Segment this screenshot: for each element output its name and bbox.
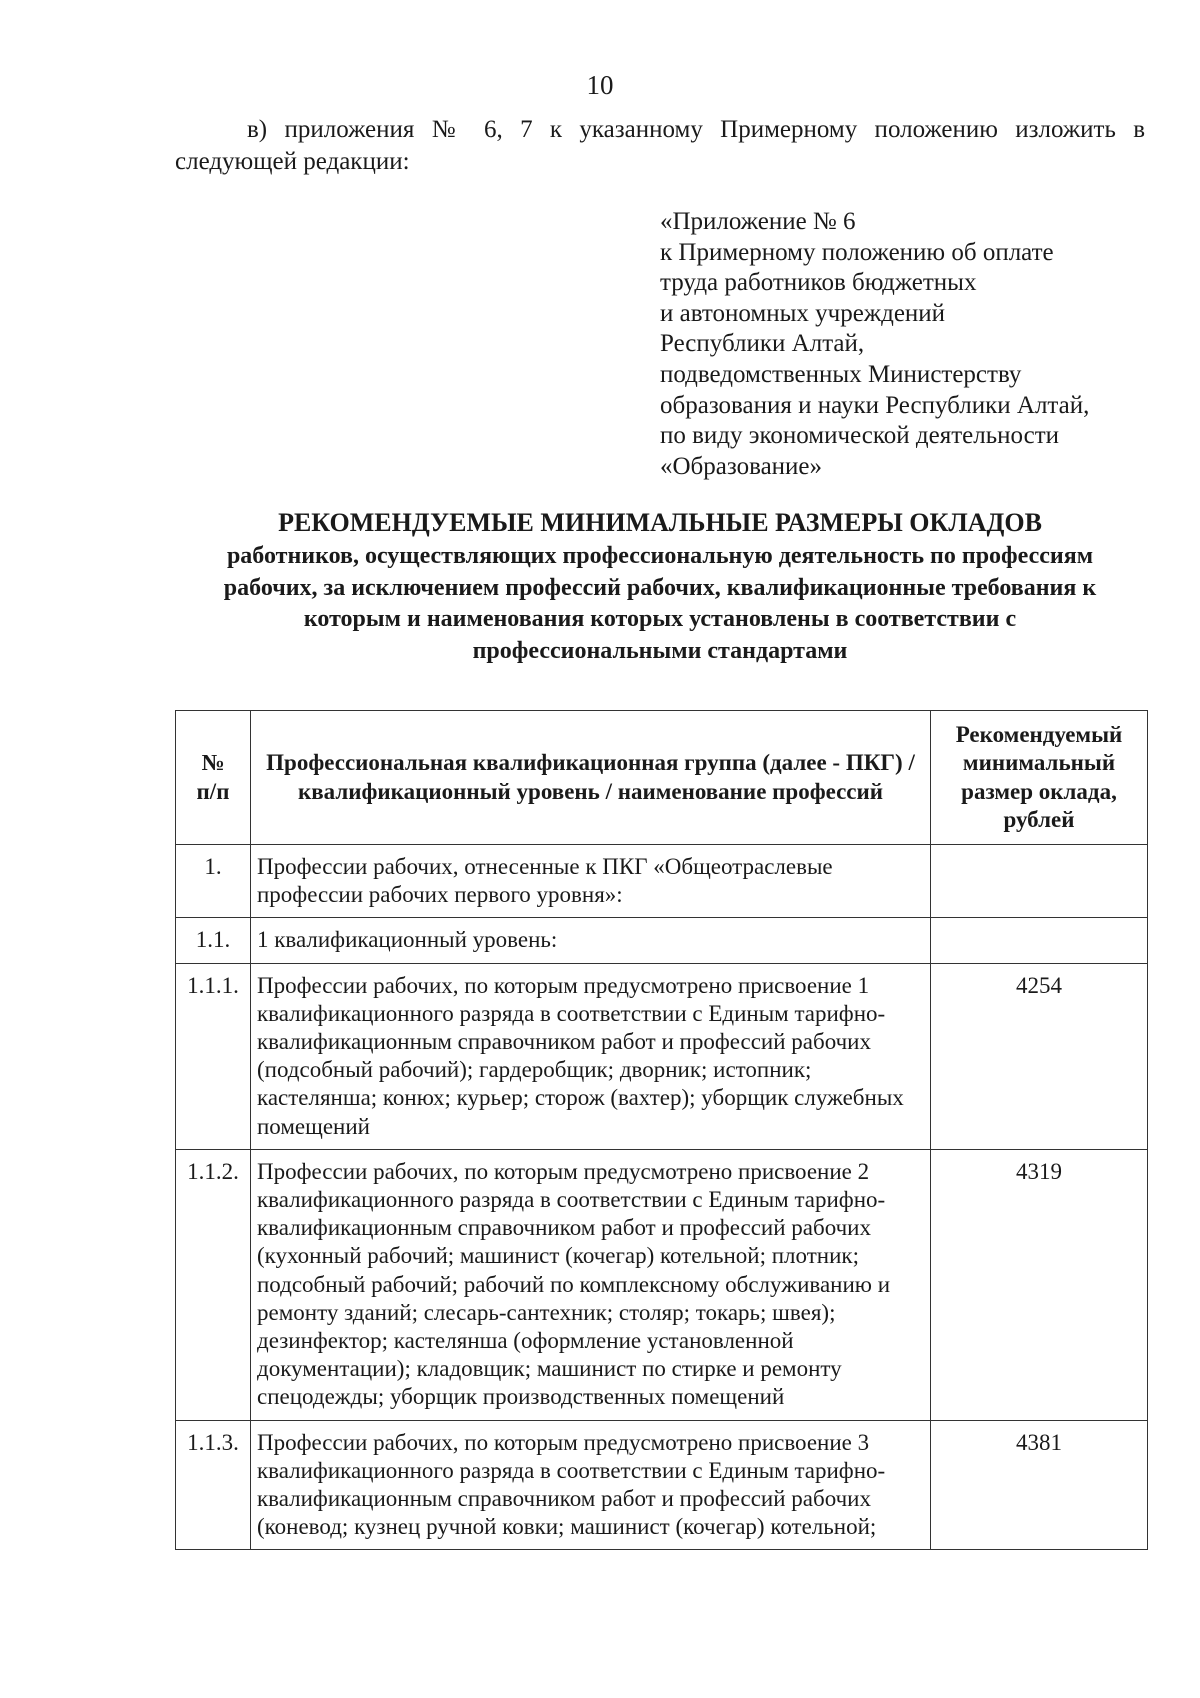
row-description: Профессии рабочих, по которым предусмотрено присвоение 3 квалификационного разряда в соответствии с Единым тарифно-квалификационным справочником работ и профессий рабочих (коневод; кузнец ручной ковки; машинист (кочегар) котельной; — [251, 1420, 931, 1550]
subtitle-line: профессиональными стандартами — [472, 637, 848, 664]
subtitle-line: которым и наименования которых установлены в соответствии с — [303, 606, 1017, 632]
appendix-line: по виду экономической деятельности — [660, 422, 1059, 450]
header-number-abbr: п/п — [196, 778, 230, 804]
appendix-line: Республики Алтай, — [660, 330, 865, 358]
page-number: 10 — [586, 70, 614, 100]
row-number: 1.1.1. — [176, 963, 251, 1149]
appendix-reference — [660, 207, 1160, 482]
appendix-line: и автономных учреждений — [660, 299, 946, 327]
row-rate — [931, 845, 1148, 918]
table-row — [176, 918, 1148, 963]
document-title: РЕКОМЕНДУЕМЫЕ МИНИМАЛЬНЫЕ РАЗМЕРЫ ОКЛАДОВ — [278, 508, 1042, 537]
header-rate: Рекомендуемый минимальный размер оклада, рублей — [931, 711, 1148, 845]
header-group: Профессиональная квалификационная группа (далее - ПКГ) /квалификационный уровень / наименование профессий — [251, 711, 931, 845]
intro-paragraph: в) приложения № 6, 7 к указанному Примерному положению изложить в следующей редакции: — [175, 116, 1145, 175]
header-number — [176, 711, 251, 845]
appendix-line: к Примерному положению об оплате — [660, 238, 1054, 266]
appendix-line: образования и науки Республики Алтай, — [660, 391, 1090, 419]
row-number: 1.1.3. — [176, 1420, 251, 1550]
appendix-line: труда работников бюджетных — [660, 269, 977, 297]
subtitle-line: работников, осуществляющих профессиональную деятельность по профессиям — [226, 543, 1094, 569]
table-row — [176, 845, 1148, 918]
row-rate: 4319 — [931, 1149, 1148, 1420]
appendix-line: «Образование» — [660, 452, 823, 480]
table-row — [176, 1420, 1148, 1550]
salary-table — [175, 710, 1148, 1550]
table-header-row — [176, 711, 1148, 845]
row-description: Профессии рабочих, по которым предусмотрено присвоение 1 квалификационного разряда в соответствии с Единым тарифно-квалификационным справочником работ и профессий рабочих (подсобный рабочий); гардеробщик; дворник; истопник; кастелянша; конюх; курьер; сторож (вахтер); уборщик служебных помещений — [251, 963, 931, 1149]
subtitle-line: рабочих, за исключением профессий рабочих, квалификационные требования к — [223, 574, 1097, 601]
row-number: 1. — [176, 845, 251, 918]
appendix-line: подведомственных Министерству — [660, 360, 1022, 388]
row-description: 1 квалификационный уровень: — [251, 918, 931, 963]
table-row — [176, 1149, 1148, 1420]
row-description: Профессии рабочих, отнесенные к ПКГ «Общеотраслевые профессии рабочих первого уровня»: — [251, 845, 931, 918]
header-number-symbol: № — [201, 750, 225, 776]
row-number: 1.1. — [176, 918, 251, 963]
row-rate: 4381 — [931, 1420, 1148, 1550]
document-subtitle — [160, 541, 1160, 667]
table-row — [176, 963, 1148, 1149]
row-description: Профессии рабочих, по которым предусмотрено присвоение 2 квалификационного разряда в соответствии с Единым тарифно-квалификационным справочником работ и профессий рабочих (кухонный рабочий; машинист (кочегар) котельной; плотник; подсобный рабочий; рабочий по комплексному обслуживанию и ремонту зданий; слесарь-сантехник; столяр; токарь; швея); дезинфектор; кастелянша (оформление установленной документации); кладовщик; машинист по стирке и ремонту спецодежды; уборщик производственных помещений — [251, 1149, 931, 1420]
appendix-line: «Приложение № 6 — [660, 208, 856, 235]
row-rate: 4254 — [931, 963, 1148, 1149]
row-rate — [931, 918, 1148, 963]
row-number: 1.1.2. — [176, 1149, 251, 1420]
